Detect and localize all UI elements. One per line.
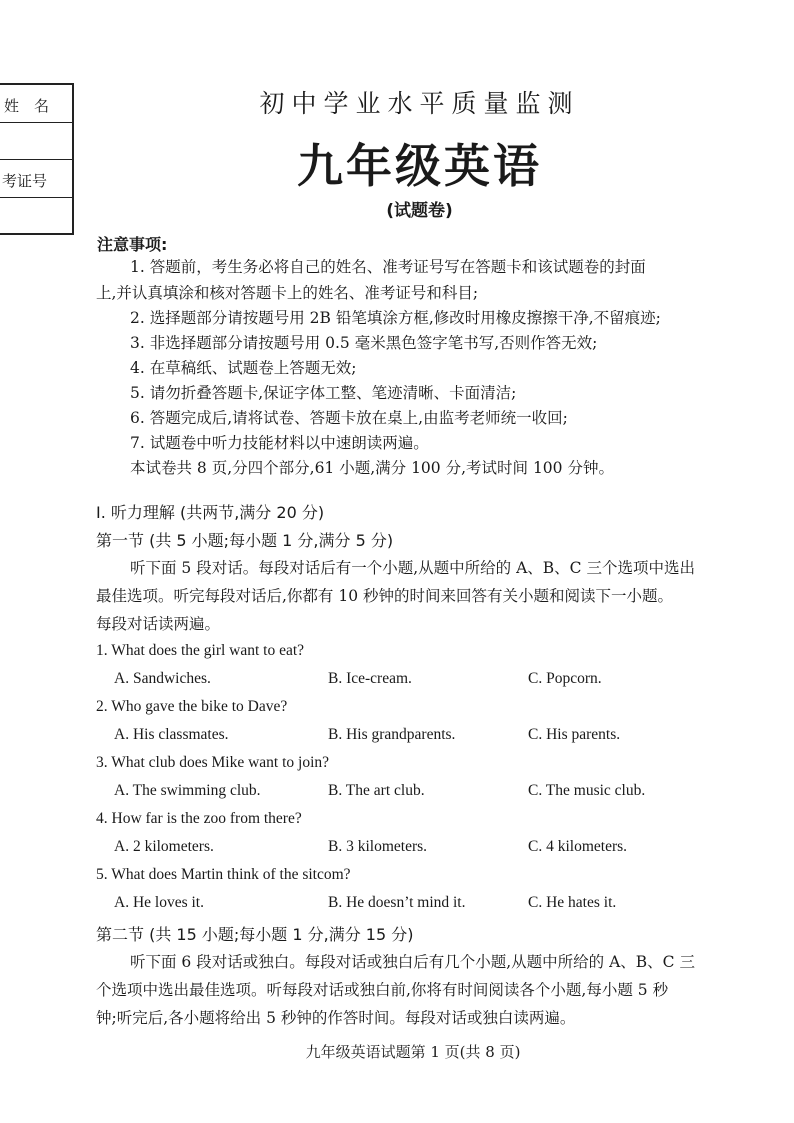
section2-instruction: 钟;听完后,各小题将给出 5 秒钟的作答时间。每段对话或独白读两遍。 bbox=[96, 1009, 576, 1027]
question-2: 2. Who gave the bike to Dave? bbox=[96, 698, 288, 715]
option-a[interactable]: A. 2 kilometers. bbox=[114, 838, 214, 855]
option-b[interactable]: B. Ice-cream. bbox=[328, 670, 412, 687]
question-5: 5. What does Martin think of the sitcom? bbox=[96, 866, 351, 883]
option-b[interactable]: B. He doesn’t mind it. bbox=[328, 894, 466, 911]
option-a[interactable]: A. The swimming club. bbox=[114, 782, 261, 799]
option-c[interactable]: C. 4 kilometers. bbox=[528, 838, 628, 855]
question-1: 1. What does the girl want to eat? bbox=[96, 642, 305, 659]
option-c[interactable]: C. His parents. bbox=[528, 726, 621, 743]
option-a[interactable]: A. Sandwiches. bbox=[114, 670, 211, 687]
notice-line: 7. 试题卷中听力技能材料以中速朗读两遍。 bbox=[130, 434, 429, 452]
notice-line: 上,并认真填涂和核对答题卡上的姓名、准考证号和科目; bbox=[96, 284, 479, 302]
option-b[interactable]: B. 3 kilometers. bbox=[328, 838, 428, 855]
option-a[interactable]: A. His classmates. bbox=[114, 726, 229, 743]
option-a[interactable]: A. He loves it. bbox=[114, 894, 204, 911]
section2-instruction: 听下面 6 段对话或独白。每段对话或独白后有几个小题,从题中所给的 A、B、C 三 bbox=[130, 953, 695, 971]
notice-line: 3. 非选择题部分请按题号用 0.5 毫米黑色签字笔书写,否则作答无效; bbox=[130, 334, 598, 352]
notice-line: 6. 答题完成后,请将试卷、答题卡放在桌上,由监考老师统一收回; bbox=[130, 409, 568, 427]
notice-line: 1. 答题前，考生务必将自己的姓名、准考证号写在答题卡和该试题卷的封面 bbox=[130, 258, 646, 276]
name-label: 姓 名 bbox=[4, 97, 50, 115]
section1-instruction: 听下面 5 段对话。每段对话后有一个小题,从题中所给的 A、B、C 三个选项中选出 bbox=[130, 559, 695, 577]
section1-instruction: 最佳选项。听完每段对话后,你都有 10 秒钟的时间来回答有关小题和阅读下一小题。 bbox=[96, 587, 674, 605]
option-c[interactable]: C. Popcorn. bbox=[528, 670, 602, 687]
exam-id-label: 考证号 bbox=[2, 172, 48, 190]
question-4: 4. How far is the zoo from there? bbox=[96, 810, 302, 827]
option-b[interactable]: B. The art club. bbox=[328, 782, 425, 799]
page-footer: 九年级英语试题第 1 页(共 8 页) bbox=[305, 1043, 521, 1061]
exam-title: 九年级英语 bbox=[297, 139, 542, 193]
notice-line: 4. 在草稿纸、试题卷上答题无效; bbox=[130, 359, 357, 377]
notice-line: 2. 选择题部分请按题号用 2B 铅笔填涂方框,修改时用橡皮擦擦干净,不留痕迹; bbox=[130, 309, 661, 327]
notice-line: 5. 请勿折叠答题卡,保证字体工整、笔迹清晰、卡面清洁; bbox=[130, 384, 517, 402]
option-c[interactable]: C. The music club. bbox=[528, 782, 646, 799]
option-b[interactable]: B. His grandparents. bbox=[328, 726, 456, 743]
notice-title: 注意事项: bbox=[97, 235, 168, 254]
section2-title: 第二节 (共 15 小题;每小题 1 分,满分 15 分) bbox=[96, 925, 414, 944]
option-c[interactable]: C. He hates it. bbox=[528, 894, 617, 911]
section1-instruction: 每段对话读两遍。 bbox=[96, 615, 221, 633]
exam-subtitle: (试题卷) bbox=[386, 201, 453, 221]
exam-header-line: 初中学业水平质量监测 bbox=[259, 89, 580, 118]
section1-title: 第一节 (共 5 小题;每小题 1 分,满分 5 分) bbox=[96, 531, 394, 550]
notice-summary: 本试卷共 8 页,分四个部分,61 小题,满分 100 分,考试时间 100 分钟。 bbox=[130, 459, 614, 477]
part1-title: Ⅰ. 听力理解 (共两节,满分 20 分) bbox=[96, 503, 325, 522]
section2-instruction: 个选项中选出最佳选项。听每段对话或独白前,你将有时间阅读各个小题,每小题 5 秒 bbox=[96, 981, 669, 999]
question-3: 3. What club does Mike want to join? bbox=[96, 754, 330, 771]
